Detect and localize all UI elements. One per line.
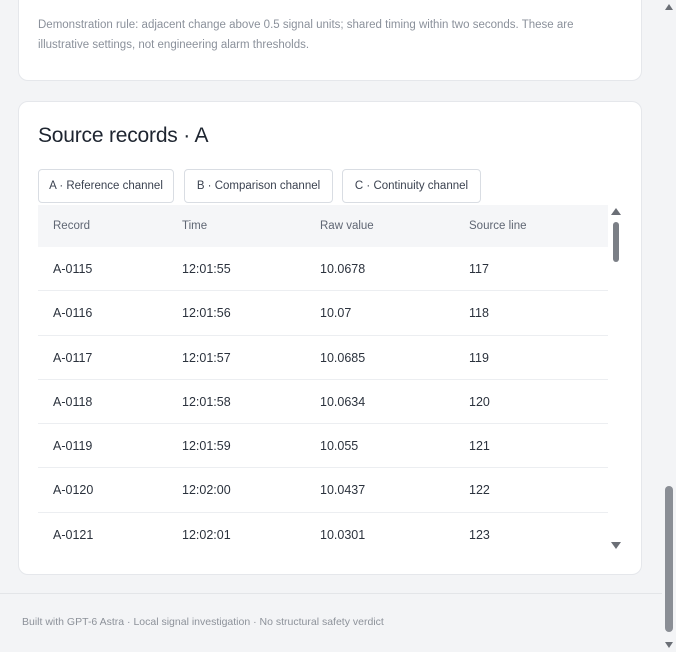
table-row [38,247,608,291]
cell-raw-value: 10.07 [320,306,352,321]
cell-source-line: 123 [469,527,490,542]
triangle-up-icon[interactable] [611,208,621,215]
cell-time: 12:01:59 [182,439,231,454]
cell-time: 12:01:56 [182,306,231,321]
column-header-record: Record [53,220,91,232]
table-row [38,468,608,512]
source-records-title: Source records · A [38,124,209,147]
page-scrollbar-thumb[interactable] [665,486,673,632]
table-header [38,205,608,247]
page-scrollbar[interactable] [662,0,676,652]
footer-divider [0,593,662,594]
column-header-source-line: Source line [469,220,527,232]
table-body [38,247,608,552]
tab-comparison-channel[interactable]: B · Comparison channel [184,169,333,203]
cell-record: A-0121 [53,527,94,542]
cell-record: A-0119 [53,439,93,454]
tab-continuity-channel[interactable]: C · Continuity channel [342,169,481,203]
cell-time: 12:01:57 [182,350,231,365]
cell-source-line: 117 [469,262,489,276]
cell-time: 12:02:01 [182,527,231,542]
cell-source-line: 122 [469,483,490,498]
table-row [38,424,608,468]
rule-note: Demonstration rule: adjacent change above 0.5 signal units; shared timing within two seconds. These are illustrative settings, not engineering alarm thresholds. [38,19,574,51]
cell-raw-value: 10.0685 [320,350,366,365]
cell-source-line: 118 [469,306,489,321]
triangle-up-icon[interactable] [665,4,673,10]
table-row [38,291,608,335]
cell-source-line: 121 [469,439,490,454]
records-table [38,205,608,552]
source-records-card [18,101,642,575]
cell-source-line: 120 [469,394,490,409]
cell-raw-value: 10.0634 [320,394,366,409]
cell-raw-value: 10.0437 [320,483,366,498]
table-row [38,380,608,424]
table-scrollbar[interactable] [610,205,622,552]
cell-raw-value: 10.0678 [320,262,366,276]
cell-record: A-0117 [53,350,93,365]
cell-time: 12:01:58 [182,394,231,409]
cell-record: A-0115 [53,262,93,276]
column-header-time: Time [182,220,208,232]
cell-time: 12:01:55 [182,262,231,276]
footer-text: Built with GPT-6 Astra · Local signal investigation · No structural safety verdict [22,616,384,628]
table-row [38,336,608,380]
table-scrollbar-thumb[interactable] [613,222,619,262]
triangle-down-icon[interactable] [611,542,621,549]
table-row [38,513,608,552]
triangle-down-icon[interactable] [665,642,673,648]
tab-reference-channel[interactable]: A · Reference channel [38,169,174,203]
cell-record: A-0118 [53,394,93,409]
cell-time: 12:02:00 [182,483,231,498]
cell-source-line: 119 [469,350,489,365]
cell-record: A-0120 [53,483,94,498]
cell-raw-value: 10.0301 [320,527,366,542]
rule-note-card [18,0,642,81]
cell-raw-value: 10.055 [320,439,359,454]
cell-record: A-0116 [53,306,93,321]
column-header-raw-value: Raw value [320,220,374,232]
